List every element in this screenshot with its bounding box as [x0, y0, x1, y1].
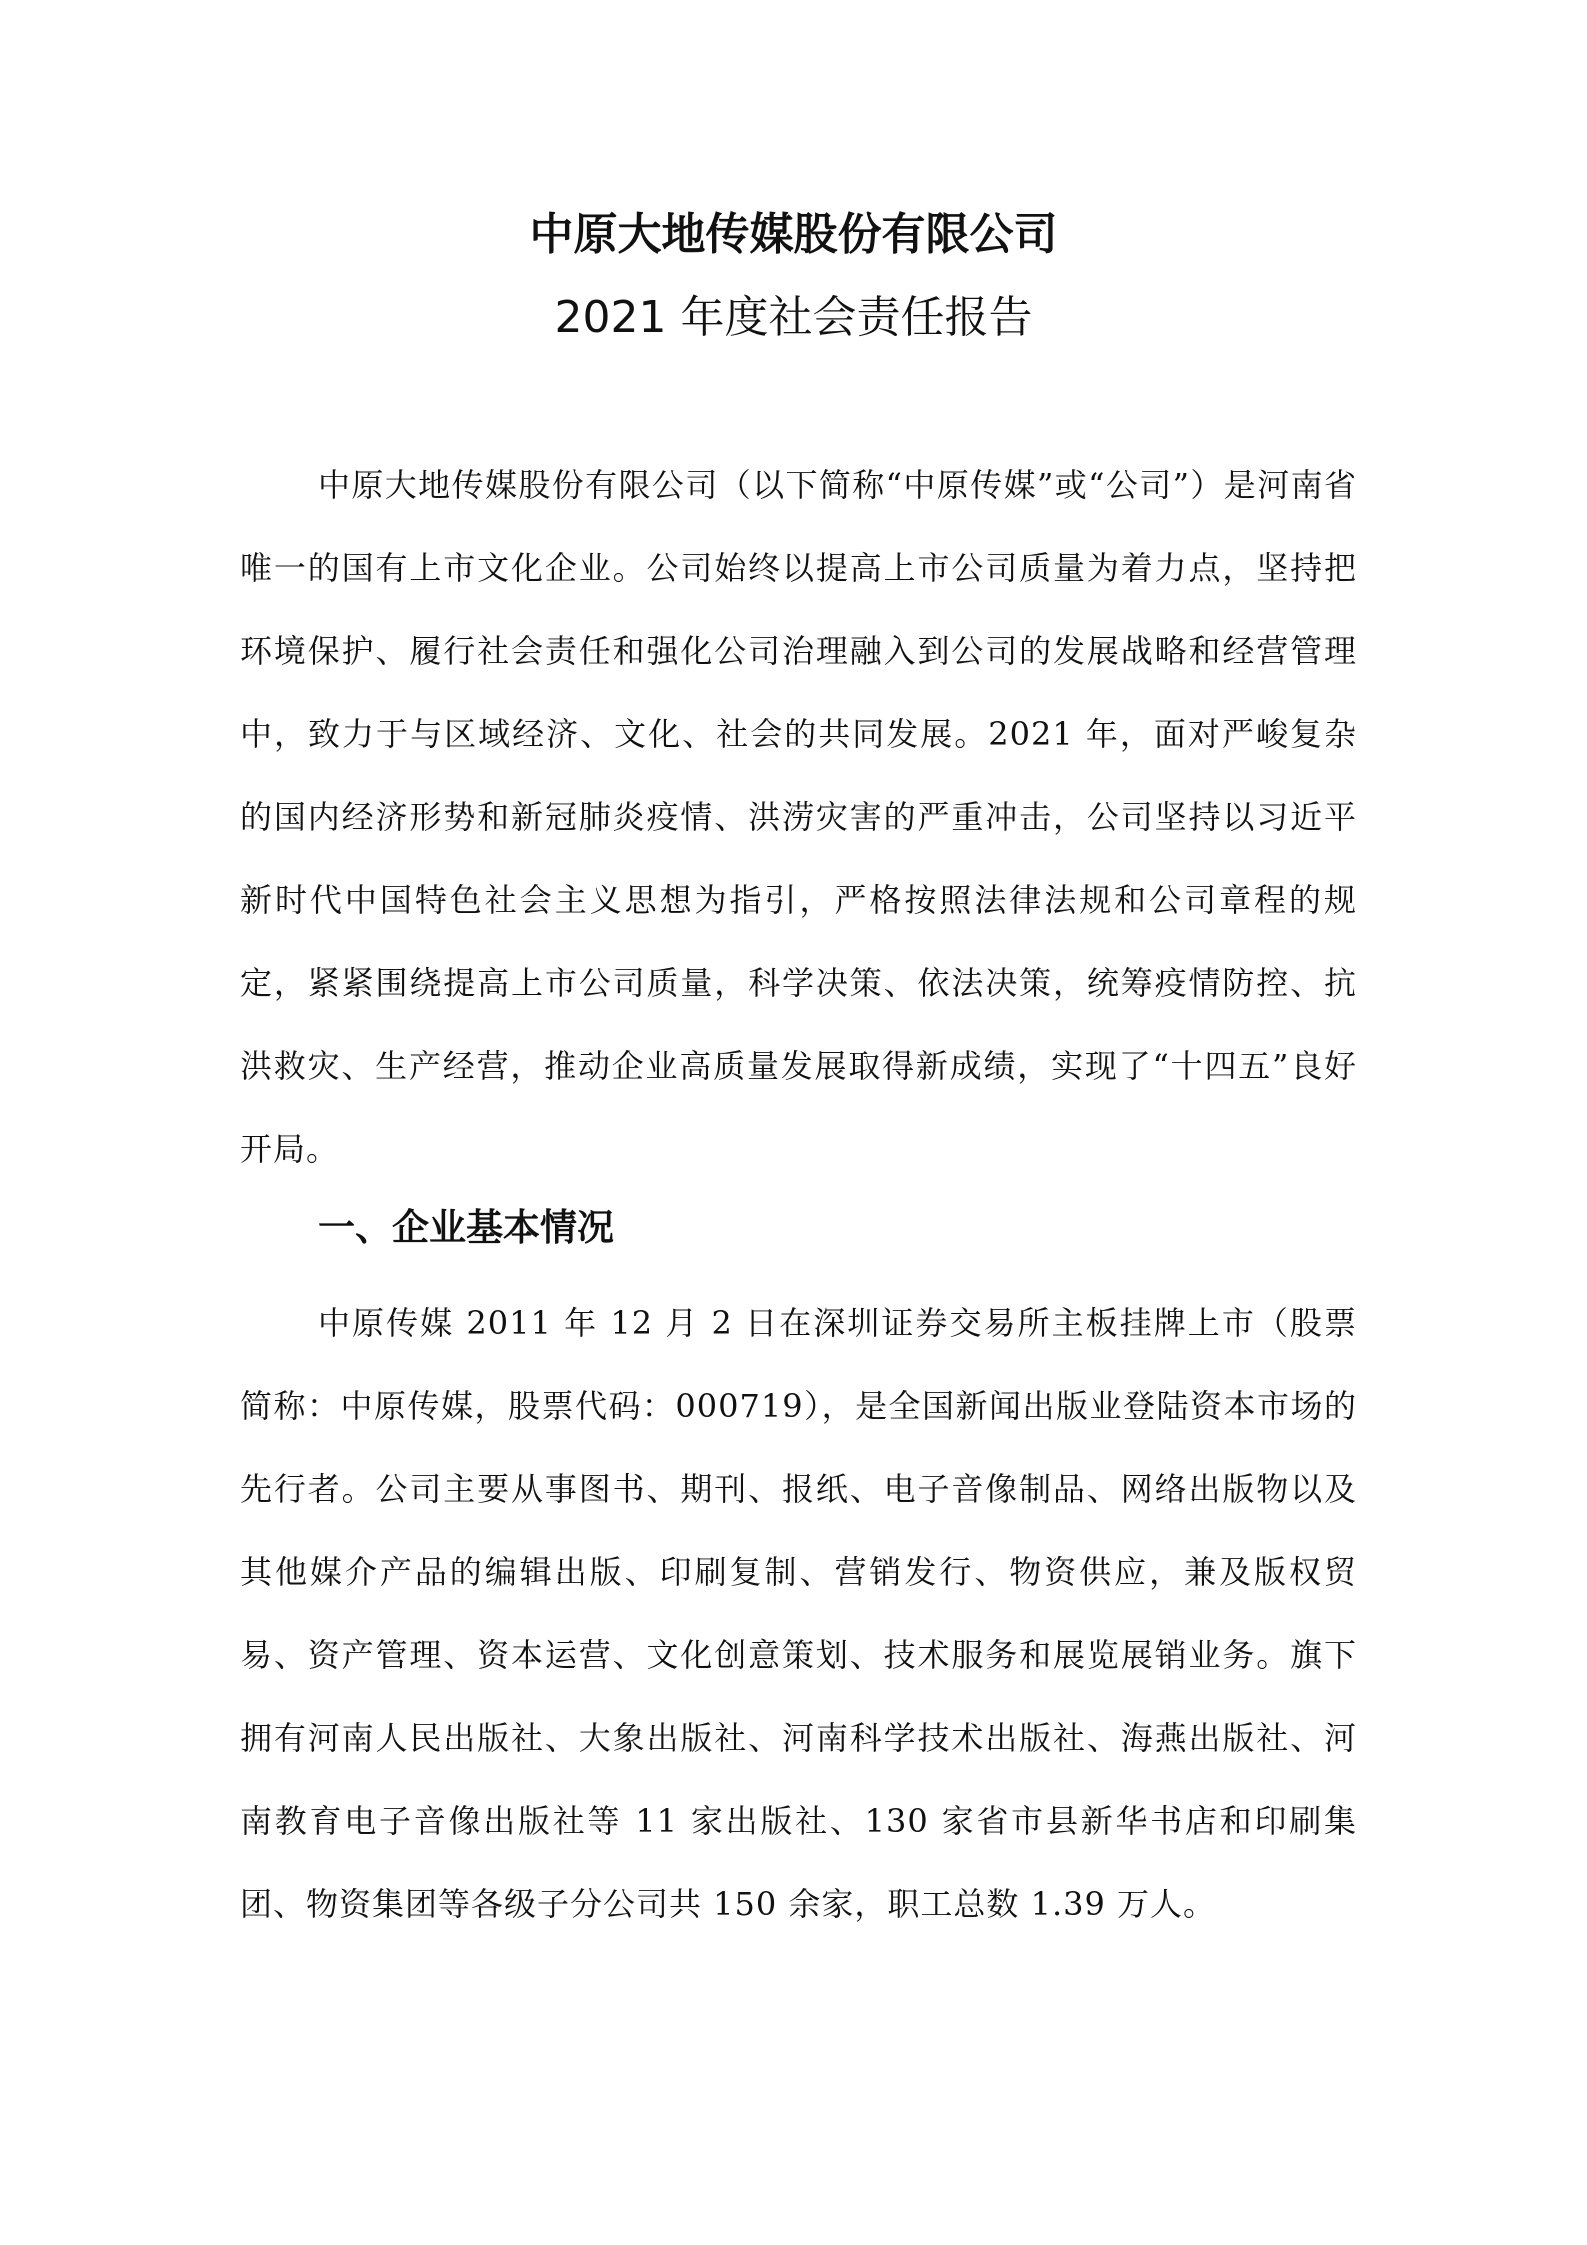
report-title: 中原大地传媒股份有限公司 — [529, 209, 1058, 260]
basic-info-paragraph: 中原传媒 2011 年 12 月 2 日在深圳证券交易所主板挂牌上市（股票简称：中原传媒，股票代码：000719），是全国新闻出版业登陆资本市场的先行者。公司主要从事图书、期刊、报纸、电子音像制品、网络出版物以及其他媒介产品的编辑出版、印刷复制、营销发行、物资供应，兼及版权贸易、资产管理、资本运营、文化创意策划、技术服务和展览展销业务。旗下拥有河南人民出版社、大象出版社、河南科学技术出版社、海燕出版社、河南教育电子音像出版社等 11 家出版社、130 家省市县新华书店和印刷集团、物资集团等各级子分公司共 150 余家，职工总数 1.39 万人。 — [240, 1304, 1357, 1923]
report-subtitle: 2021 年度社会责任报告 — [554, 292, 1033, 343]
intro-paragraph: 中原大地传媒股份有限公司（以下简称“中原传媒”或“公司”）是河南省唯一的国有上市文化企业。公司始终以提高上市公司质量为着力点，坚持把环境保护、履行社会责任和强化公司治理融入到公司的发展战略和经营管理中，致力于与区域经济、文化、社会的共同发展。2021 年，面对严峻复杂的国内经济形势和新冠肺炎疫情、洪涝灾害的严重冲击，公司坚持以习近平新时代中国特色社会主义思想为指引，严格按照法律法规和公司章程的规定，紧紧围绕提高上市公司质量，科学决策、依法决策，统筹疫情防控、抗洪救灾、生产经营，推动企业高质量发展取得新成绩，实现了“十四五”良好开局。 — [240, 466, 1357, 1168]
section-heading-basic-info: 一、企业基本情况 — [318, 1206, 614, 1249]
